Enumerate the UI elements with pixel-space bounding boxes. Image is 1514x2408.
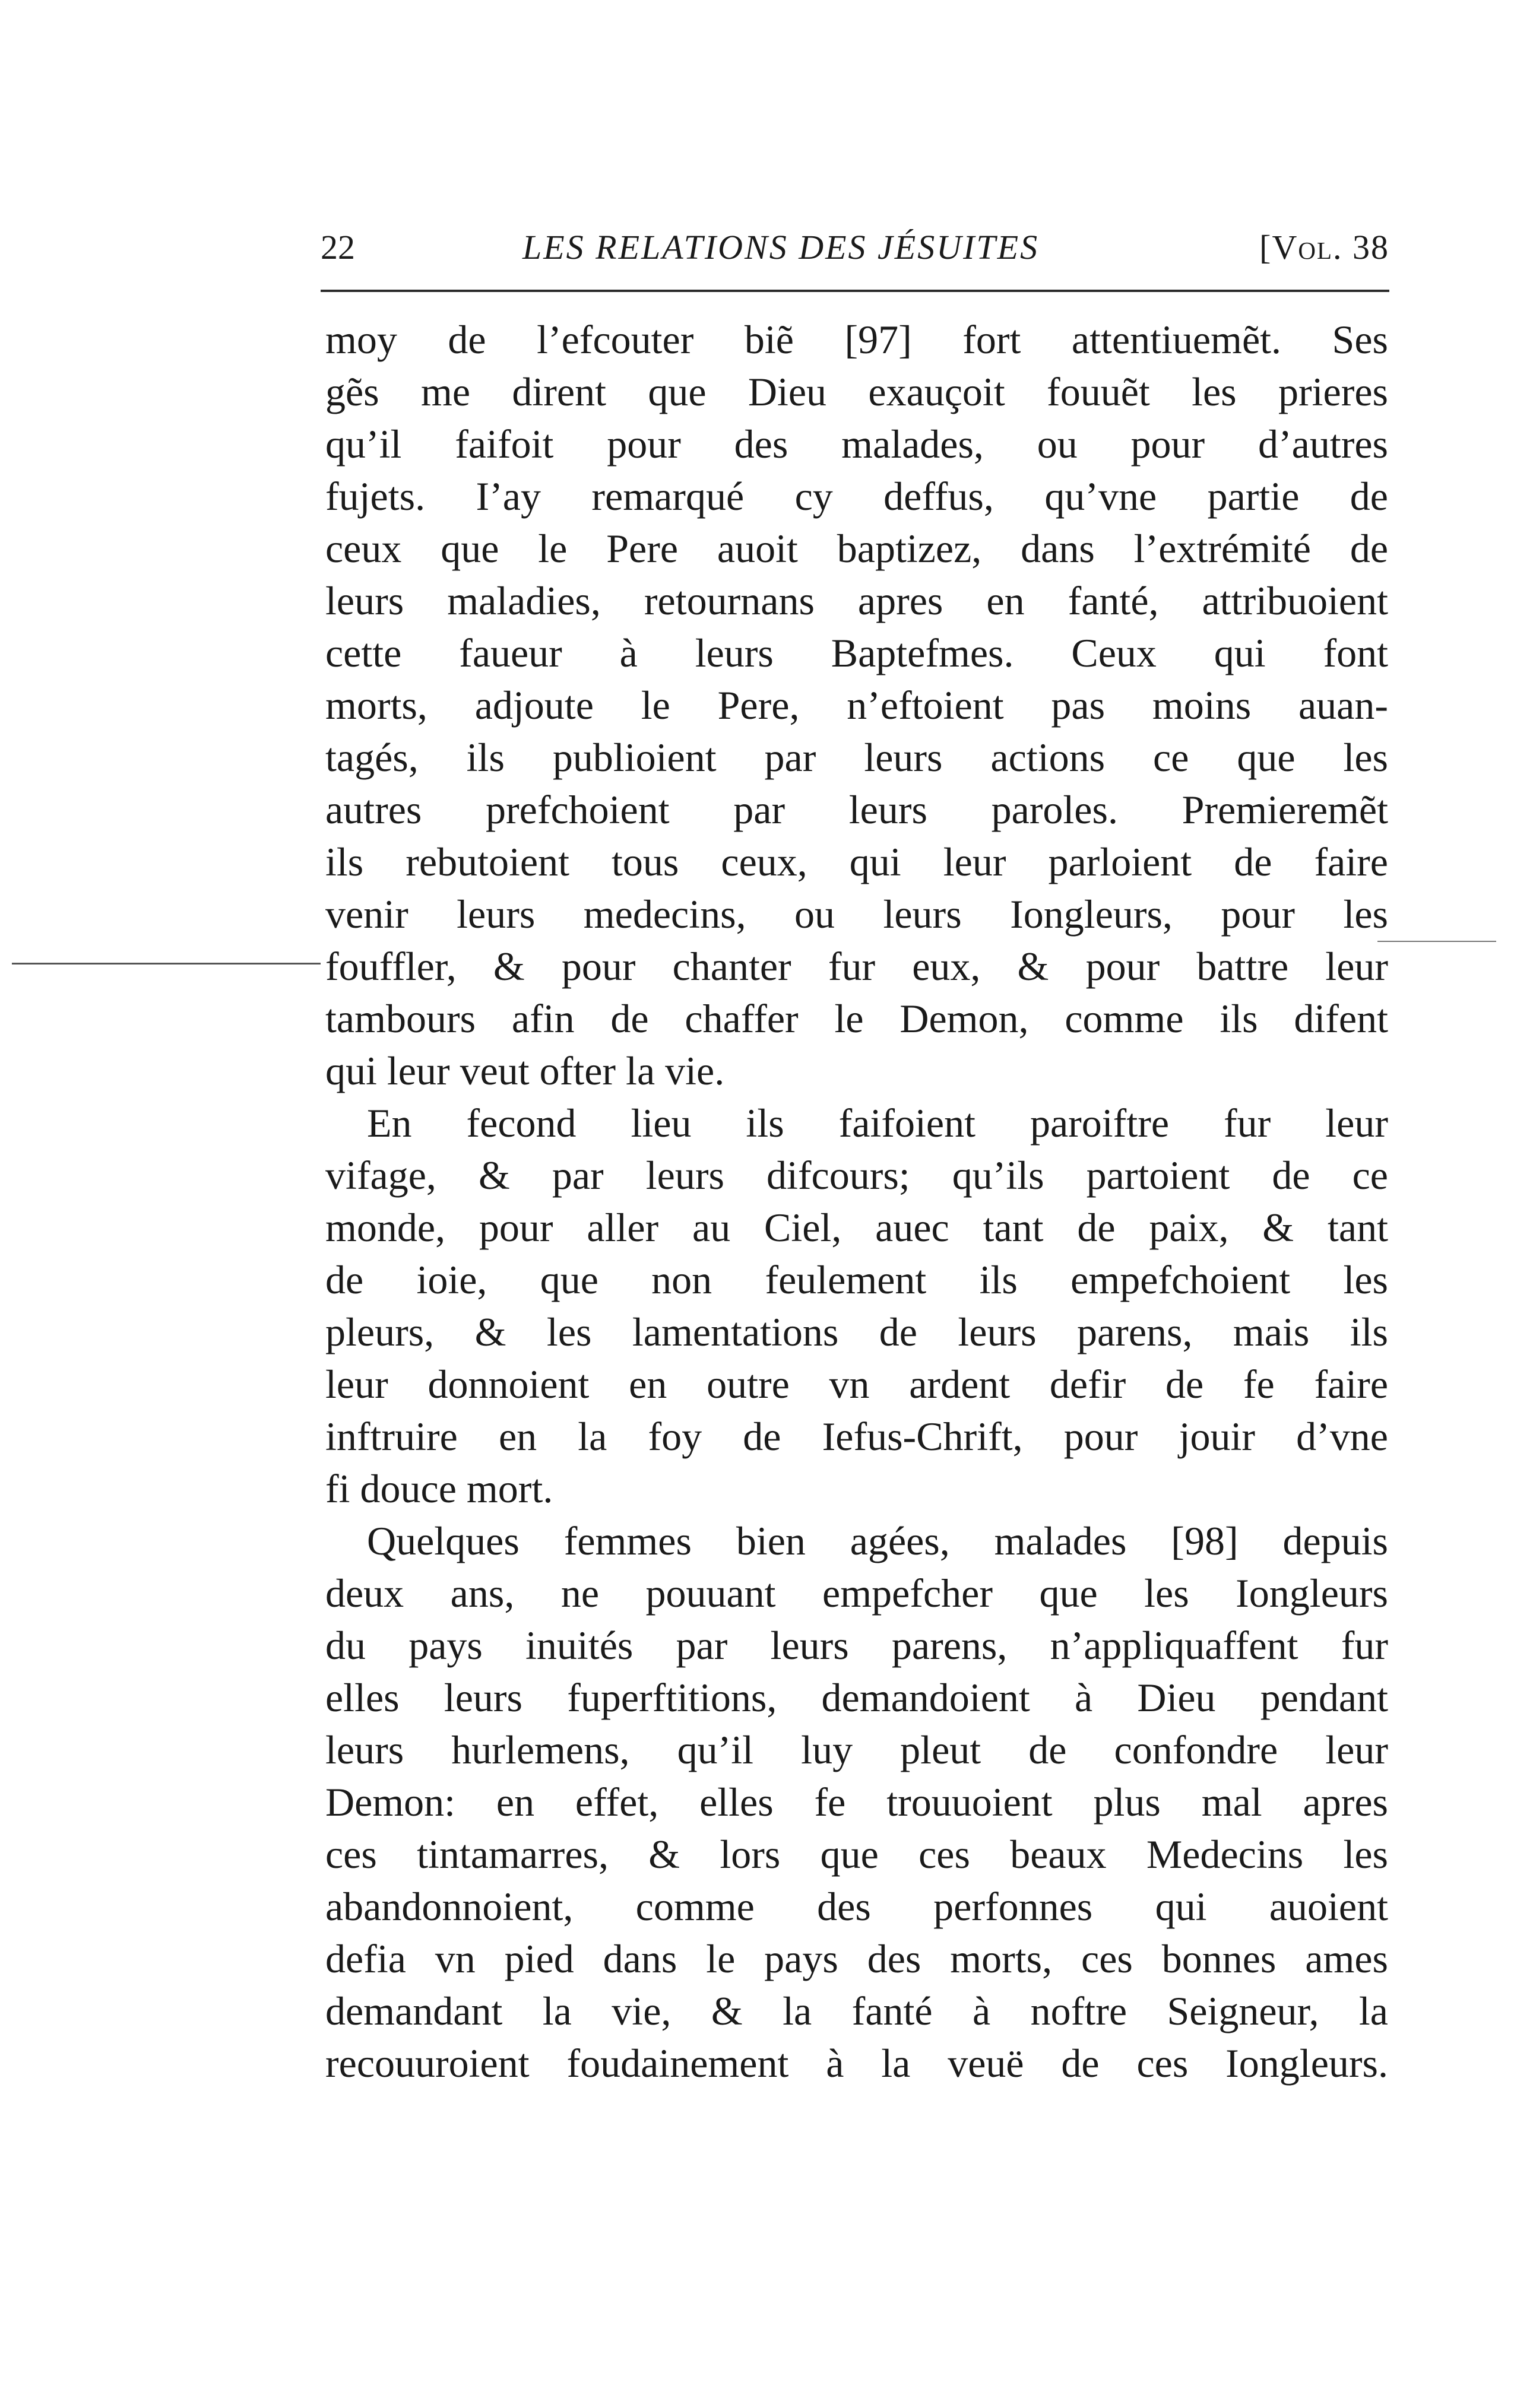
text-line: ces tintamarres, & lors que ces beaux Medecins les xyxy=(325,1832,1388,1877)
text-line: ils rebutoient tous ceux, qui leur parloient de faire xyxy=(325,839,1388,884)
text-line: deux ans, ne pouuant empefcher que les Iongleurs xyxy=(325,1571,1388,1616)
text-line: leur donnoient en outre vn ardent defir de fe faire xyxy=(325,1362,1388,1407)
margin-rule xyxy=(12,963,321,965)
text-line: fi douce mort. xyxy=(325,1466,553,1511)
text-line: fujets. I’ay remarqué cy deffus, qu’vne partie de xyxy=(325,474,1388,519)
text-line: recouuroient foudainement à la veuë de ces Iongleurs. xyxy=(325,2041,1388,2086)
text-line: elles leurs fuperftitions, demandoient à Dieu pendant xyxy=(325,1675,1388,1720)
text-line: defia vn pied dans le pays des morts, ces bonnes ames xyxy=(325,1936,1388,1981)
text-line: tambours afin de chaffer le Demon, comme ils difent xyxy=(325,996,1388,1041)
header-rule xyxy=(321,290,1389,292)
text-line: venir leurs medecins, ou leurs Iongleurs, pour les xyxy=(325,892,1388,937)
page-header xyxy=(321,221,1389,274)
running-title: LES RELATIONS DES JÉSUITES xyxy=(522,228,1040,267)
text-line: Demon: en effet, elles fe trouuoient plus mal apres xyxy=(325,1779,1388,1825)
text-line: moy de l’efcouter biẽ [97] fort attentiuemẽt. Ses xyxy=(325,317,1388,362)
text-line: morts, adjoute le Pere, n’eftoient pas moins auan- xyxy=(325,683,1388,728)
text-line: ceux que le Pere auoit baptizez, dans l’extrémité de xyxy=(325,526,1388,571)
text-line: autres prefchoient par leurs paroles. Premieremẽt xyxy=(325,787,1388,832)
volume-label: [Vol. 38 xyxy=(1259,228,1389,267)
text-line: leurs hurlemens, qu’il luy pleut de confondre leur xyxy=(325,1727,1388,1772)
text-line: gẽs me dirent que Dieu exauçoit fouuẽt les prieres xyxy=(325,369,1388,414)
margin-rule xyxy=(1377,941,1496,942)
text-line: inftruire en la foy de Iefus-Chrift, pour jouir d’vne xyxy=(325,1414,1388,1459)
text-line: vifage, & par leurs difcours; qu’ils partoient de ce xyxy=(325,1153,1388,1198)
paragraph xyxy=(325,1097,1388,1515)
text-line: fouffler, & pour chanter fur eux, & pour battre leur xyxy=(325,944,1388,989)
text-line: leurs maladies, retournans apres en fanté, attribuoient xyxy=(325,578,1388,623)
text-line: cette faueur à leurs Baptefmes. Ceux qui font xyxy=(325,630,1388,675)
body-text xyxy=(325,313,1388,2089)
text-line: du pays inuités par leurs parens, n’appliquaffent fur xyxy=(325,1623,1388,1668)
text-line: Quelques femmes bien agées, malades [98] depuis xyxy=(367,1518,1388,1563)
text-line: de ioie, que non feulement ils empefchoient les xyxy=(325,1257,1388,1302)
paragraph xyxy=(325,1515,1388,2089)
text-line: qu’il faifoit pour des malades, ou pour d’autres xyxy=(325,421,1388,467)
text-line: demandant la vie, & la fanté à noftre Seigneur, la xyxy=(325,1988,1388,2033)
paragraph xyxy=(325,313,1388,1097)
text-line: En fecond lieu ils faifoient paroiftre fur leur xyxy=(367,1100,1388,1146)
text-line: abandonnoient, comme des perfonnes qui auoient xyxy=(325,1884,1388,1929)
text-line: tagés, ils publioient par leurs actions ce que les xyxy=(325,735,1388,780)
text-line: monde, pour aller au Ciel, auec tant de paix, & tant xyxy=(325,1205,1388,1250)
text-line: qui leur veut ofter la vie. xyxy=(325,1048,725,1093)
text-line: pleurs, & les lamentations de leurs parens, mais ils xyxy=(325,1309,1388,1354)
page-number: 22 xyxy=(321,228,355,267)
